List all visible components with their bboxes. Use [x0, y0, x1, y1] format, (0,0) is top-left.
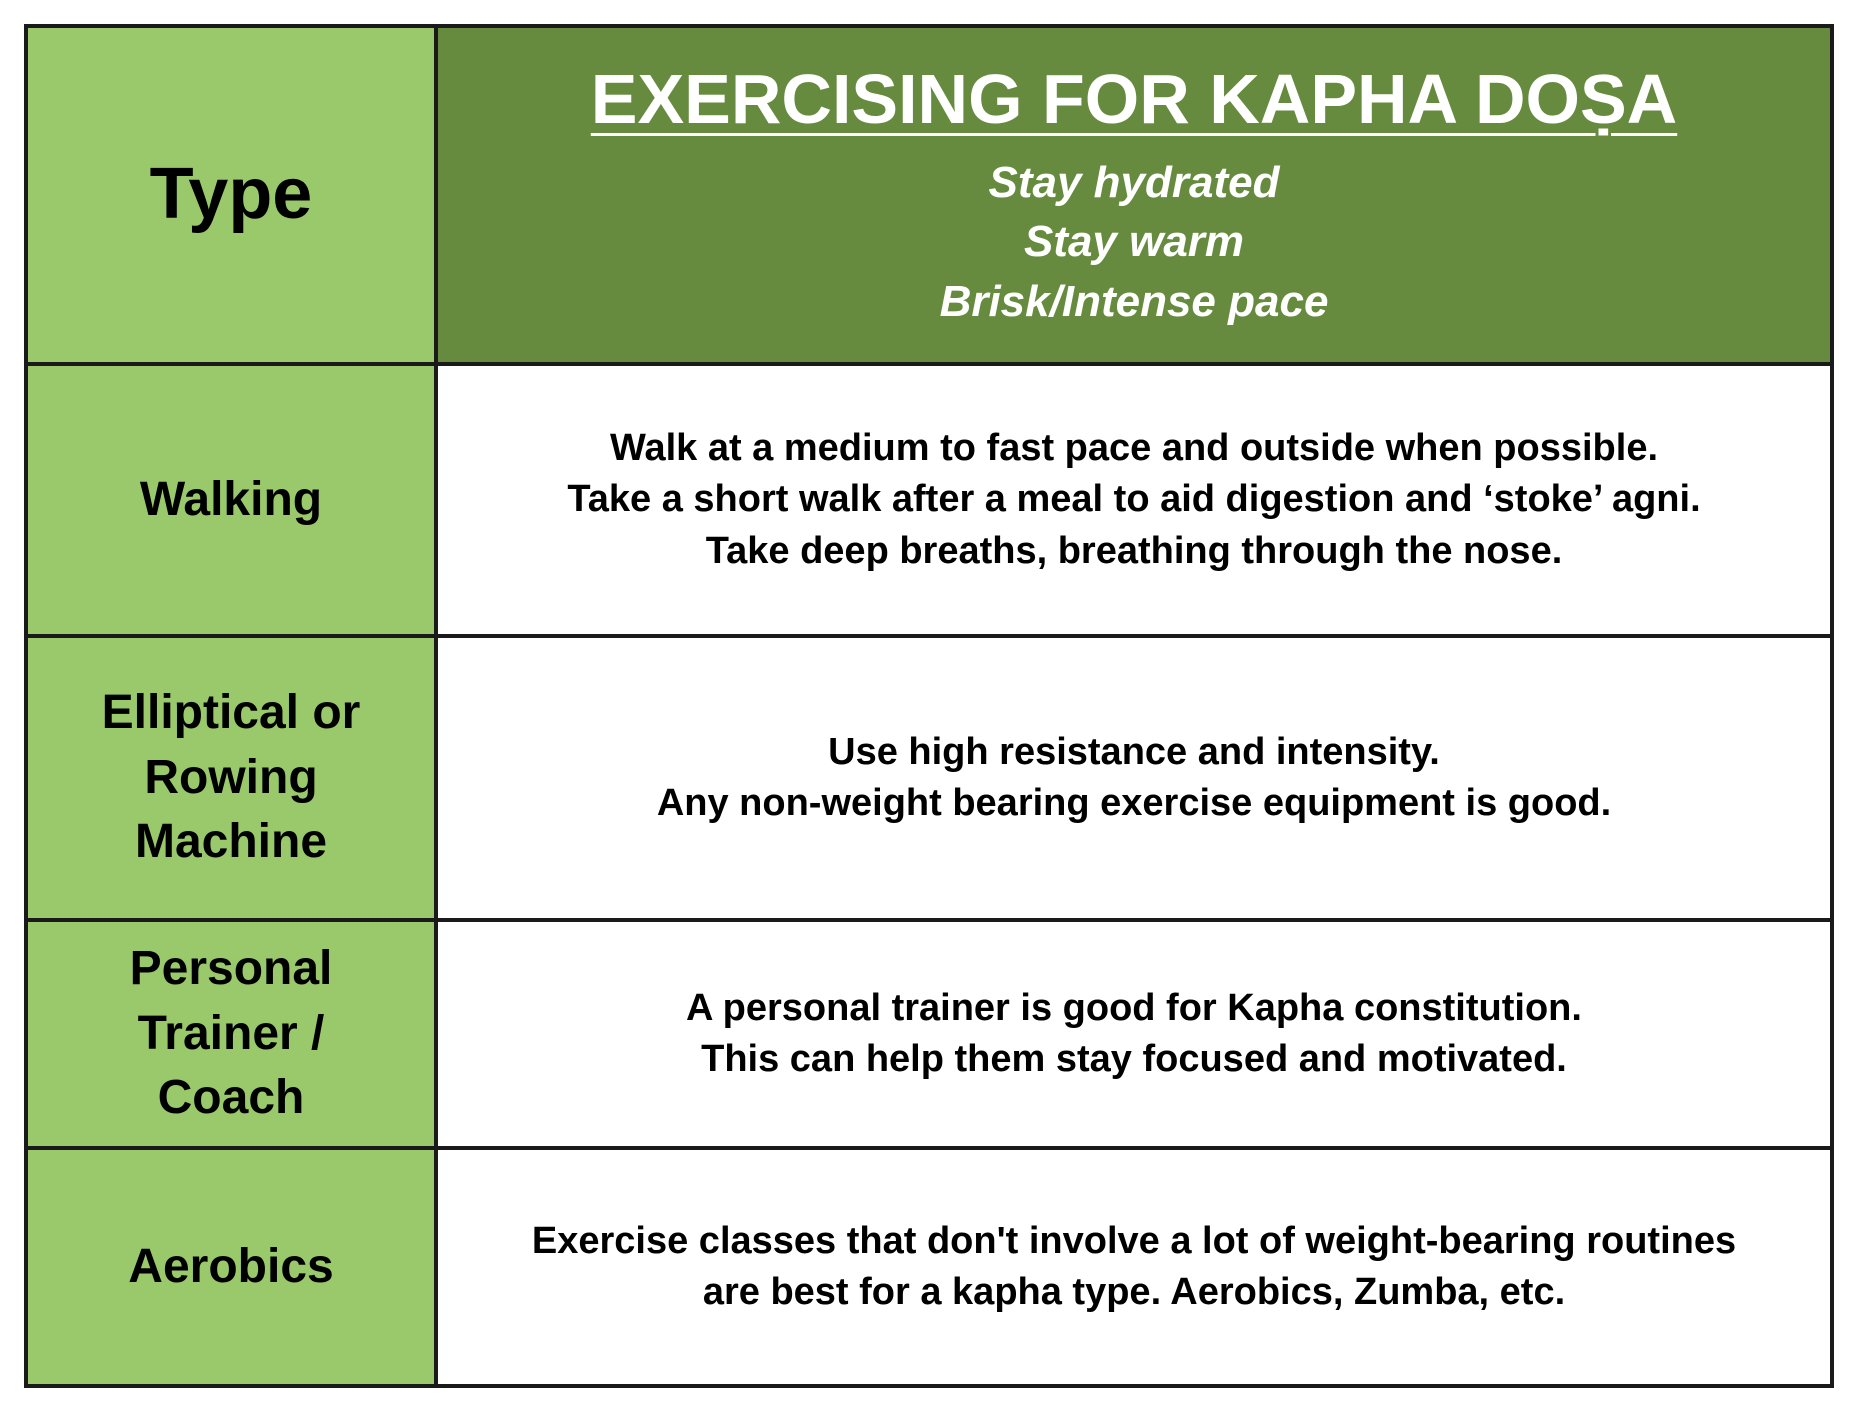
subtitle-warm: Stay warm: [1023, 217, 1245, 267]
description-cell-aerobics: [436, 1148, 1832, 1386]
title-header: [436, 26, 1832, 364]
description-cell-trainer: [436, 920, 1832, 1148]
subtitle-hydrated: Stay hydrated: [988, 157, 1280, 207]
type-cell-aerobics: [26, 1148, 436, 1386]
type-label: Walking: [139, 472, 323, 526]
description-cell-walking: [436, 364, 1832, 636]
table-row: [26, 920, 1832, 1148]
type-cell-walking: [26, 364, 436, 636]
type-label: Rowing: [144, 750, 318, 804]
type-label: Personal: [129, 941, 333, 995]
description-line: are best for a kapha type. Aerobics, Zumba, etc.: [702, 1271, 1566, 1313]
type-label: Machine: [134, 815, 328, 869]
type-label: Elliptical or: [101, 685, 361, 739]
type-cell-trainer: [26, 920, 436, 1148]
description-line: This can help them stay focused and motivated.: [701, 1038, 1567, 1080]
table-row: [26, 1148, 1832, 1386]
type-header: Type: [26, 26, 436, 364]
table-row: [26, 364, 1832, 636]
type-cell-elliptical: [26, 636, 436, 920]
subtitle-pace: Brisk/Intense pace: [939, 276, 1329, 326]
kapha-exercise-table: [24, 24, 1834, 1388]
description-line: Any non-weight bearing exercise equipment is good.: [656, 782, 1612, 824]
description-cell-elliptical: [436, 636, 1832, 920]
description-line: Walk at a medium to fast pace and outside when possible.: [609, 427, 1659, 470]
type-label: Coach: [157, 1071, 305, 1125]
table-row: [26, 636, 1832, 920]
description-line: Take deep breaths, breathing through the nose.: [705, 529, 1563, 572]
description-line: Exercise classes that don't involve a lot of weight-bearing routines: [531, 1219, 1737, 1262]
page-title: EXERCISING FOR KAPHA DOṢA: [590, 59, 1678, 138]
description-line: A personal trainer is good for Kapha constitution.: [686, 986, 1582, 1029]
description-line: Use high resistance and intensity.: [828, 730, 1440, 773]
type-label: Aerobics: [128, 1239, 334, 1293]
description-line: Take a short walk after a meal to aid digestion and ‘stoke’ agni.: [567, 478, 1701, 521]
type-label: Trainer /: [137, 1006, 325, 1060]
header-row: [26, 26, 1832, 364]
